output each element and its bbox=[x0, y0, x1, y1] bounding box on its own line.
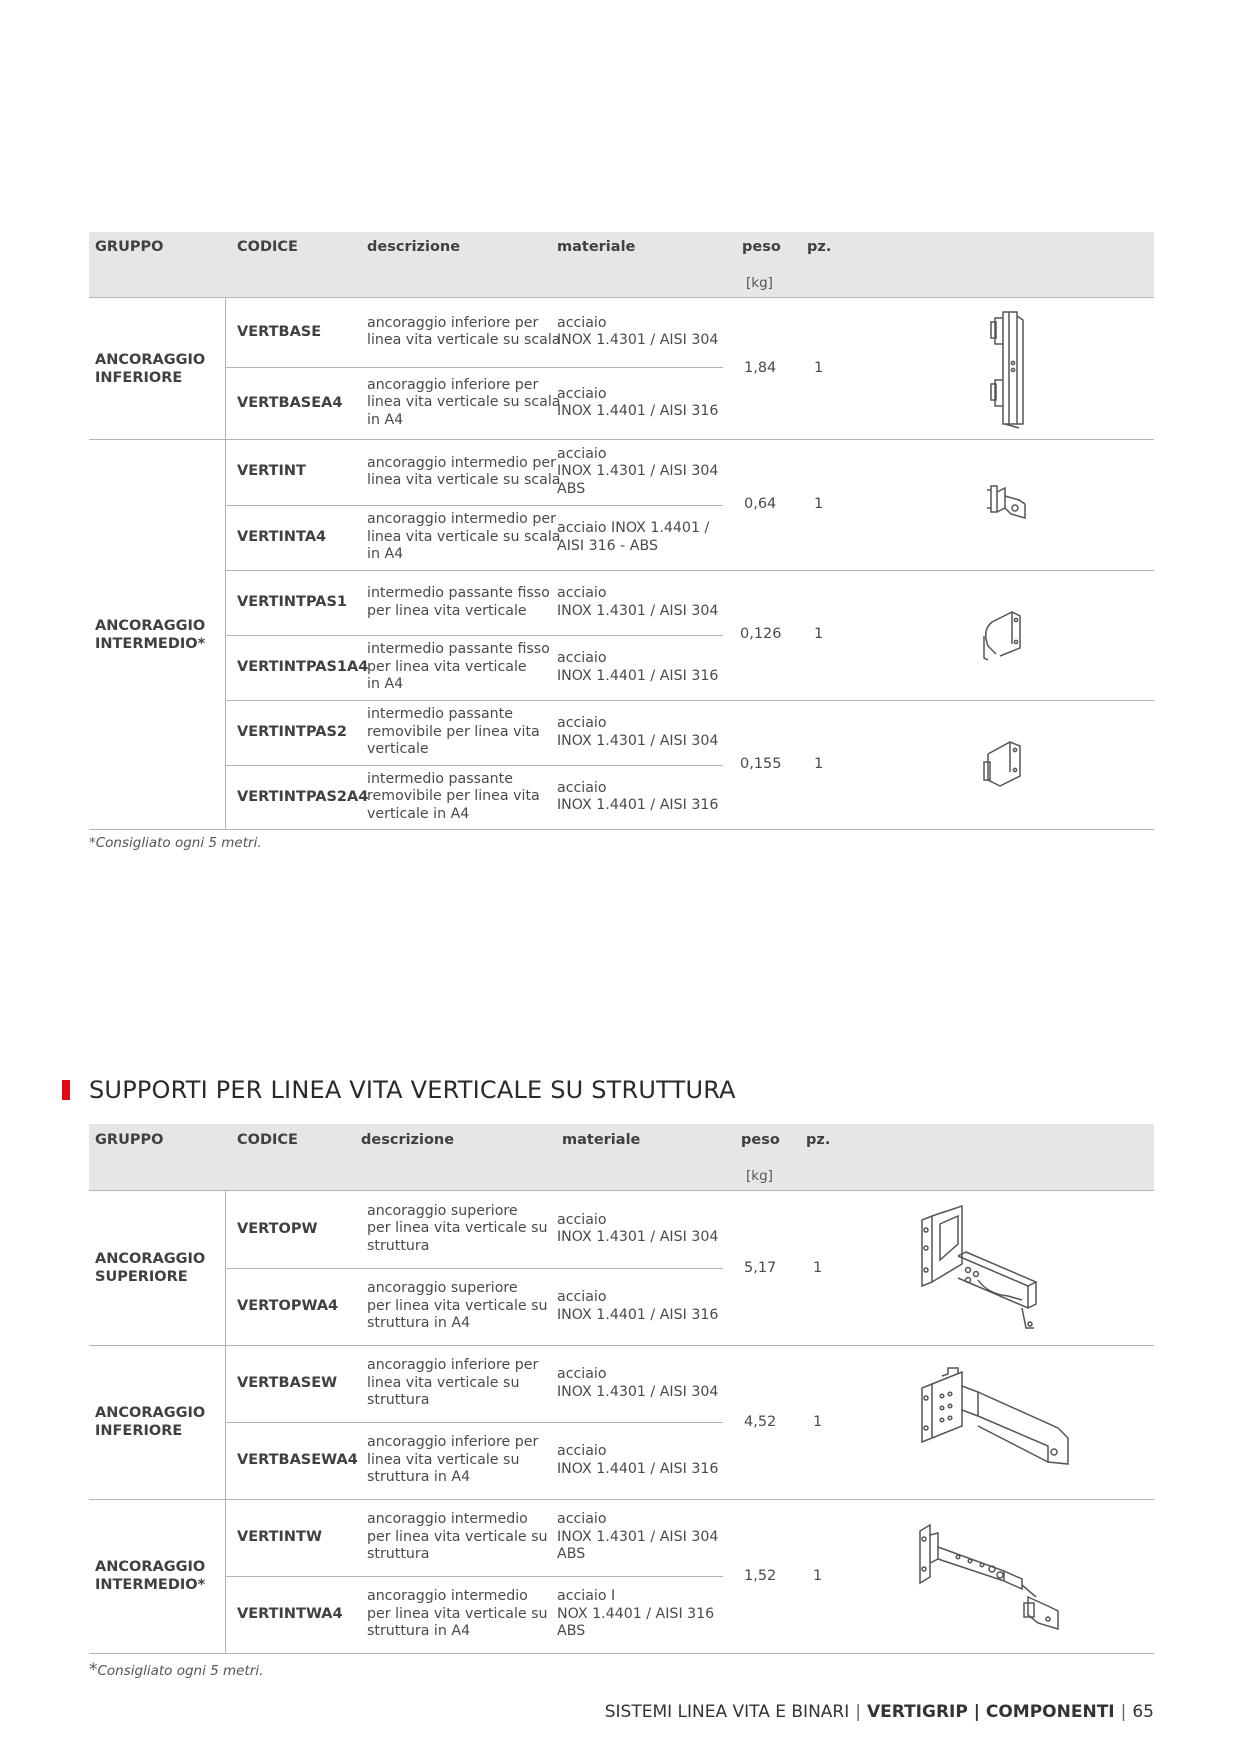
table1-column-divider bbox=[225, 297, 226, 829]
table1-header-peso-unit: [kg] bbox=[746, 275, 773, 291]
table2-header-peso: peso bbox=[741, 1132, 780, 1148]
table2-pz: 1 bbox=[813, 1568, 823, 1584]
table2-footnote bbox=[89, 1660, 263, 1680]
table2-description: ancoraggio inferiore per linea vita verticale su struttura in A4 bbox=[367, 1434, 539, 1486]
table1-description: ancoraggio intermedio per linea vita verticale su scala bbox=[367, 454, 561, 488]
table2-material: acciaio INOX 1.4401 / AISI 316 bbox=[557, 1289, 719, 1323]
table1-code: VERTBASE bbox=[237, 324, 322, 340]
table1-material: acciaio INOX 1.4401 / AISI 316 bbox=[557, 779, 719, 813]
table1-peso: 0,126 bbox=[740, 626, 782, 642]
table1-code: VERTINTPAS1 bbox=[237, 594, 348, 610]
table1-description: ancoraggio intermedio per linea vita verticale su scala in A4 bbox=[367, 511, 561, 563]
table2-material: acciaio INOX 1.4301 / AISI 304 bbox=[557, 1366, 719, 1400]
footer-section-label: VERTIGRIP | COMPONENTI bbox=[866, 1702, 1115, 1722]
table1-header-gruppo: GRUPPO bbox=[95, 239, 164, 255]
table1-code: VERTINTPAS1A4 bbox=[237, 659, 369, 675]
footer-separator: | bbox=[855, 1702, 861, 1722]
section-title: SUPPORTI PER LINEA VITA VERTICALE SU STRUTTURA bbox=[89, 1076, 736, 1104]
vertopw-product-illustration bbox=[918, 1204, 1050, 1334]
table2-code: VERTOPW bbox=[237, 1221, 318, 1237]
table1-code: VERTINTPAS2 bbox=[237, 724, 348, 740]
table1-description: intermedio passante removibile per linea vita verticale bbox=[367, 706, 540, 758]
table1-code: VERTINT bbox=[237, 463, 306, 479]
table2-peso: 5,17 bbox=[744, 1260, 777, 1276]
table2-group-label: ANCORAGGIO INFERIORE bbox=[95, 1405, 206, 1439]
page-number: 65 bbox=[1132, 1702, 1154, 1722]
table1-description: intermedio passante fisso per linea vita verticale in A4 bbox=[367, 641, 550, 693]
table1-peso: 0,64 bbox=[744, 496, 777, 512]
table2-header-descrizione: descrizione bbox=[361, 1132, 455, 1148]
vertintpas2-product-illustration bbox=[978, 736, 1028, 792]
table1-peso: 0,155 bbox=[740, 756, 782, 772]
table1-material: acciaio INOX 1.4301 / AISI 304 bbox=[557, 314, 719, 348]
table1-footnote: *Consigliato ogni 5 metri. bbox=[89, 835, 262, 851]
table2-material: acciaio INOX 1.4401 / AISI 316 bbox=[557, 1443, 719, 1477]
table2-code: VERTINTW bbox=[237, 1529, 322, 1545]
table1-header-descrizione: descrizione bbox=[367, 239, 461, 255]
table2-peso: 1,52 bbox=[744, 1568, 777, 1584]
table2-rule bbox=[89, 1653, 1154, 1654]
table2-header-peso-unit: [kg] bbox=[746, 1168, 773, 1184]
table2-group-label: ANCORAGGIO INTERMEDIO* bbox=[95, 1559, 206, 1593]
table2-code: VERTOPWA4 bbox=[237, 1298, 339, 1314]
table1-header-peso: peso bbox=[742, 239, 781, 255]
table1-rule bbox=[89, 829, 1154, 830]
section-accent-marker bbox=[62, 1080, 70, 1100]
table1-pz: 1 bbox=[814, 626, 824, 642]
table1-code: VERTINTPAS2A4 bbox=[237, 789, 369, 805]
table2-code: VERTINTWA4 bbox=[237, 1606, 343, 1622]
table1-material: acciaio INOX 1.4301 / AISI 304 bbox=[557, 715, 719, 749]
table1-header-pz: pz. bbox=[807, 239, 832, 255]
table2-code: VERTBASEW bbox=[237, 1375, 338, 1391]
vertbasew-product-illustration bbox=[918, 1366, 1074, 1484]
table1-material: acciaio INOX 1.4401 / AISI 316 bbox=[557, 650, 719, 684]
table2-pz: 1 bbox=[813, 1260, 823, 1276]
table2-description: ancoraggio inferiore per linea vita verticale su struttura bbox=[367, 1357, 539, 1409]
vertbase-product-illustration bbox=[985, 308, 1040, 430]
table1-material: acciaio INOX 1.4401 / AISI 316 bbox=[557, 385, 719, 419]
table2-peso: 4,52 bbox=[744, 1414, 777, 1430]
vertintpas1-product-illustration bbox=[978, 606, 1028, 664]
table1-pz: 1 bbox=[814, 496, 824, 512]
table1-description: ancoraggio inferiore per linea vita verticale su scala bbox=[367, 314, 561, 348]
table2-header-pz: pz. bbox=[806, 1132, 831, 1148]
table1-pz: 1 bbox=[814, 756, 824, 772]
table1-description: ancoraggio inferiore per linea vita verticale su scala in A4 bbox=[367, 376, 561, 428]
table2-material: acciaio I NOX 1.4401 / AISI 316 ABS bbox=[557, 1588, 715, 1640]
table2-material: acciaio INOX 1.4301 / AISI 304 bbox=[557, 1211, 719, 1245]
table2-header-gruppo: GRUPPO bbox=[95, 1132, 164, 1148]
table2-code: VERTBASEWA4 bbox=[237, 1452, 358, 1468]
footnote-text: Consigliato ogni 5 metri. bbox=[97, 1663, 264, 1679]
page-footer bbox=[605, 1702, 1154, 1722]
table2-header-materiale: materiale bbox=[562, 1132, 641, 1148]
table1-code: VERTBASEA4 bbox=[237, 395, 343, 411]
table1-material: acciaio INOX 1.4301 / AISI 304 bbox=[557, 585, 719, 619]
table2-header-codice: CODICE bbox=[237, 1132, 298, 1148]
table1-peso: 1,84 bbox=[744, 360, 777, 376]
footer-separator: | bbox=[1120, 1702, 1127, 1722]
footnote-star: * bbox=[89, 1660, 98, 1680]
table1-pz: 1 bbox=[814, 360, 824, 376]
vertintw-product-illustration bbox=[918, 1519, 1068, 1641]
table1-group-label: ANCORAGGIO INTERMEDIO* bbox=[95, 618, 206, 652]
footer-catalog-label: SISTEMI LINEA VITA E BINARI bbox=[604, 1702, 850, 1722]
table2-pz: 1 bbox=[813, 1414, 823, 1430]
table1-code: VERTINTA4 bbox=[237, 529, 327, 545]
table1-material: acciaio INOX 1.4401 / AISI 316 - ABS bbox=[557, 520, 710, 554]
table2-description: ancoraggio superiore per linea vita verticale su struttura bbox=[367, 1202, 548, 1254]
table2-description: ancoraggio intermedio per linea vita verticale su struttura bbox=[367, 1511, 548, 1563]
table2-group-label: ANCORAGGIO SUPERIORE bbox=[95, 1251, 206, 1285]
table2-description: ancoraggio intermedio per linea vita verticale su struttura in A4 bbox=[367, 1588, 548, 1640]
table1-header-materiale: materiale bbox=[557, 239, 636, 255]
vertint-product-illustration bbox=[985, 482, 1033, 526]
table1-group-label: ANCORAGGIO INFERIORE bbox=[95, 352, 206, 386]
table1-description: intermedio passante fisso per linea vita verticale bbox=[367, 585, 550, 619]
table1-header-codice: CODICE bbox=[237, 239, 298, 255]
table1-material: acciaio INOX 1.4301 / AISI 304 ABS bbox=[557, 445, 719, 497]
table2-material: acciaio INOX 1.4301 / AISI 304 ABS bbox=[557, 1511, 719, 1563]
table2-description: ancoraggio superiore per linea vita verticale su struttura in A4 bbox=[367, 1280, 548, 1332]
table1-description: intermedio passante removibile per linea vita verticale in A4 bbox=[367, 770, 540, 822]
